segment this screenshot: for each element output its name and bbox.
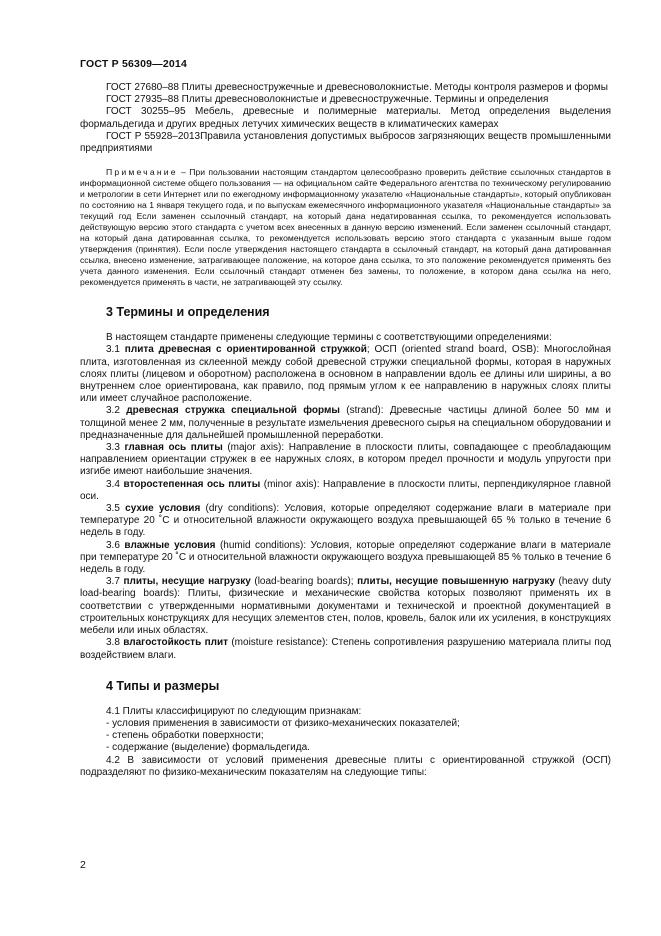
term-number: 3.1: [106, 344, 125, 356]
section-4-line: 4.1 Плиты классифицируют по следующим признакам:: [106, 705, 362, 717]
ref-gost-55928: ГОСТ Р 55928–2013Правила установления допустимых выбросов загрязняющих веществ промышленными предприятиями: [80, 130, 611, 155]
term-number: 3.2: [106, 405, 127, 417]
term-name-second: плиты, несущие повышенную нагрузку: [357, 576, 555, 588]
term-english: (load-bearing boards);: [250, 576, 358, 588]
note-paragraph: [80, 167, 611, 288]
section-4-paragraph-4-2: 4.2 В зависимости от условий применения древесные плиты с ориентированной стружкой (ОСП) подразделяют по физико-механическим показателям на следующие типы:: [80, 754, 611, 778]
term-definition: (strand): Древесные частицы длиной более 50 мм и толщиной менее 2 мм, полученные в результате измельчения древесного сырья на специальном оборудовании и предназначенные для дальнейшей промышленной переработки.: [80, 405, 611, 441]
note-text: – При пользовании настоящим стандартом целесообразно проверить действие ссылочных стандартов в информационной системе общего пользования — на официальном сайте Федерального агентства по техническому регулированию и метрологии в сети Интернет или по ежегодному информационному указателю «Национальные стандарты», который опубликован по состоянию на 1 января текущего года, и по выпускам ежемесячного информационного указателя «Национальные стандарты» за текущий год Если заменен ссылочный стандарт, на который дана недатированная ссылка, то рекомендуется использовать действующую версию этого стандарта с учетом всех внесенных в данную версию изменений. Если заменен ссылочный стандарт, на который дана датированная ссылка, то рекомендуется использовать версию этого стандарта с указанным выше годом утверждения (принятия). Если после утверждения настоящего стандарта в ссылочный стандарт, на который дана датированная ссылка, внесено изменение, затрагивающее положение, на которое дана ссылка, то это положение рекомендуется применять без учета данного изменения. Если ссылочный стандарт отменен без замены, то положение, в котором дана ссылка на него, рекомендуется применять в части, не затрагивающей эту ссылку.: [80, 167, 611, 288]
term-definition: (major axis): Направление в плоскости плиты, совпадающее с преобладающим направлением ориентации стружек в ее наружных слоях, в котором предел прочности и модуль упругости при изгибе имеют наибольшие значения.: [80, 442, 611, 478]
term-number: 3.6: [106, 539, 125, 551]
ref-gost-27935: ГОСТ 27935–88 Плиты древесноволокнистые и древесностружечные. Термины и определения: [106, 94, 549, 106]
section-4-line: - степень обработки поверхности;: [106, 730, 264, 742]
section-3-title: 3 Термины и определения: [106, 305, 270, 320]
term-definition: (moisture resistance): Степень сопротивления разрушению материала плиты под воздействием влаги.: [80, 637, 611, 661]
term-3-7: [80, 576, 611, 637]
term-number: 3.7: [106, 576, 124, 588]
note-label: Примечание: [106, 167, 178, 178]
document-header: ГОСТ Р 56309—2014: [80, 58, 188, 70]
term-3-2: [80, 405, 611, 442]
term-name: древесная стружка специальной формы: [126, 405, 340, 417]
term-3-3: [80, 442, 611, 479]
term-number: 3.4: [106, 478, 124, 490]
term-number: 3.3: [106, 442, 125, 454]
term-number: 3.8: [106, 637, 124, 649]
page-body: [80, 82, 611, 779]
term-name: влажные условия: [124, 539, 216, 551]
term-name: плиты, несущие нагрузку: [123, 576, 251, 588]
term-number: 3.5: [106, 503, 126, 515]
term-3-8: [80, 637, 611, 661]
section-4-title: 4 Типы и размеры: [106, 678, 220, 693]
term-3-4: [80, 479, 611, 503]
term-3-5: [80, 503, 611, 540]
term-definition: (heavy duty load-bearing boards): Плиты, физические и механические свойства которых позволяют применять их в соответствии с утвержденными нормативными документами и технической и проектной документацией в строительных конструкциях для несущих элементов стен, полов, кровель, балок или их усиления, в конструкциях мебели или иных областях.: [80, 576, 611, 637]
term-name: плита древесная с ориентированной стружкой: [124, 344, 367, 356]
term-name: второстепенная ось плиты: [123, 478, 261, 490]
term-name: сухие условия: [125, 503, 201, 515]
term-3-6: [80, 540, 611, 577]
term-name: главная ось плиты: [124, 442, 223, 454]
term-name: влагостойкость плит: [123, 637, 229, 649]
section-3-intro: В настоящем стандарте применены следующие термины с соответствующими определениями:: [106, 332, 552, 344]
term-definition: (dry conditions): Условия, которые определяют содержание влаги в материале при температуре 20 ˚С и относительной влажности окружающего воздуха превышающей 65 % только в течение 6 недель в году.: [80, 503, 611, 539]
ref-gost-27680: ГОСТ 27680–88 Плиты древесностружечные и древесноволокнистые. Методы контроля размеров и формы: [106, 82, 608, 93]
term-definition: (minor axis): Направление в плоскости плиты, перпендикулярное главной оси.: [80, 478, 611, 502]
section-4-line: - содержание (выделение) формальдегида.: [106, 742, 310, 754]
term-definition: ; ОСП (oriented strand board, OSB): Многослойная плита, изготовленная из склеенной между собой древесной стружки специальной формы, которая в наружных слоях плиты (лицевом и оборотном) расположена в основном в направлении вдоль ее длины или ширины, а во внутреннем слое ориентирована, как правило, под прямым углом к ее направлению в наружных слоях плиты или имеет случайное расположение.: [80, 344, 611, 405]
section-4-line: - условия применения в зависимости от физико-механических показателей;: [106, 717, 460, 729]
term-3-1: [80, 344, 611, 405]
page-number: 2: [80, 859, 86, 871]
ref-gost-30255: ГОСТ 30255–95 Мебель, древесные и полимерные материалы. Метод определения выделения формальдегида и других вредных летучих химических веществ в климатических камерах: [80, 106, 611, 130]
term-definition: (humid conditions): Условия, которые определяют содержание влаги в материале при температуре 20 ˚С и относительной влажности окружающего воздуха превышающей 85 % только в течение 6 недель в году.: [80, 539, 611, 576]
